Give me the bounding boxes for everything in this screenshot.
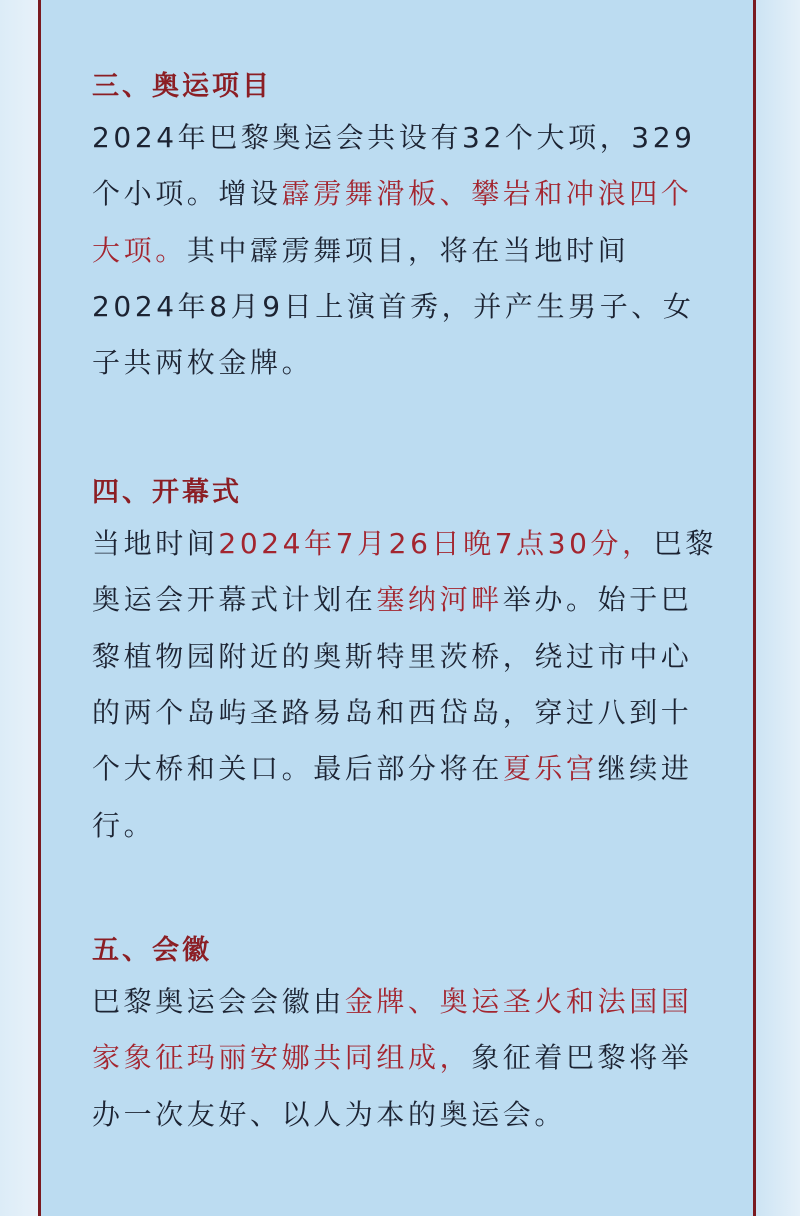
body-text: 行。 xyxy=(92,808,156,842)
paragraph-line xyxy=(92,752,692,786)
paragraph-line xyxy=(92,527,717,561)
highlighted-text: 家象征玛丽安娜共同组成， xyxy=(92,1041,472,1075)
paragraph-line xyxy=(92,234,629,268)
body-text: 的两个岛屿圣路易岛和西岱岛，穿过八到十 xyxy=(92,695,693,729)
body-text: 继续进 xyxy=(597,752,693,786)
highlighted-text: 大项。 xyxy=(92,233,187,267)
highlighted-text: 金牌、奥运圣火和法国国 xyxy=(344,985,693,1018)
paragraph-line xyxy=(92,640,692,674)
body-text: 巴黎 xyxy=(653,527,717,560)
body-text: 2024年8月9日上演首秀，并产生男子、女 xyxy=(92,289,695,323)
paragraph-line xyxy=(92,121,696,155)
paragraph-line xyxy=(92,290,695,324)
paragraph-line xyxy=(92,177,692,211)
paragraph-line xyxy=(92,346,313,380)
body-text: 当地时间 xyxy=(92,527,219,560)
body-text: 巴黎奥运会会徽由 xyxy=(92,985,345,1018)
body-text: 2024年巴黎奥运会共设有32个大项，329 xyxy=(92,121,696,154)
body-text: 象征着巴黎将举 xyxy=(471,1041,693,1075)
paragraph-line xyxy=(92,1041,692,1075)
highlighted-text: 夏乐宫 xyxy=(502,752,598,786)
section-heading: 三、奥运项目 xyxy=(92,71,272,102)
body-text: 个大桥和关口。最后部分将在 xyxy=(92,752,503,786)
paragraph-line xyxy=(92,696,692,730)
paragraph-line xyxy=(92,985,692,1019)
body-text: 个小项。增设 xyxy=(92,177,282,211)
paragraph-line xyxy=(92,583,692,617)
paragraph-line xyxy=(92,809,155,843)
paragraph-line xyxy=(92,1098,566,1132)
body-text: 奥运会开幕式计划在 xyxy=(92,583,377,617)
body-text: 办一次友好、以人为本的奥运会。 xyxy=(92,1097,567,1131)
body-text: 黎植物园附近的奥斯特里茨桥，绕过市中心 xyxy=(92,639,693,673)
body-text: 其中霹雳舞项目，将在当地时间 xyxy=(186,233,630,267)
body-text: 子共两枚金牌。 xyxy=(92,346,314,380)
highlighted-text: 霹雳舞滑板、攀岩和冲浪四个 xyxy=(281,177,693,211)
body-text: 举办。始于巴 xyxy=(502,583,693,617)
section-heading: 五、会徽 xyxy=(92,935,212,966)
section-heading: 四、开幕式 xyxy=(92,477,242,508)
highlighted-text: 2024年7月26日晚7点30分， xyxy=(218,527,654,560)
highlighted-text: 塞纳河畔 xyxy=(376,583,503,617)
